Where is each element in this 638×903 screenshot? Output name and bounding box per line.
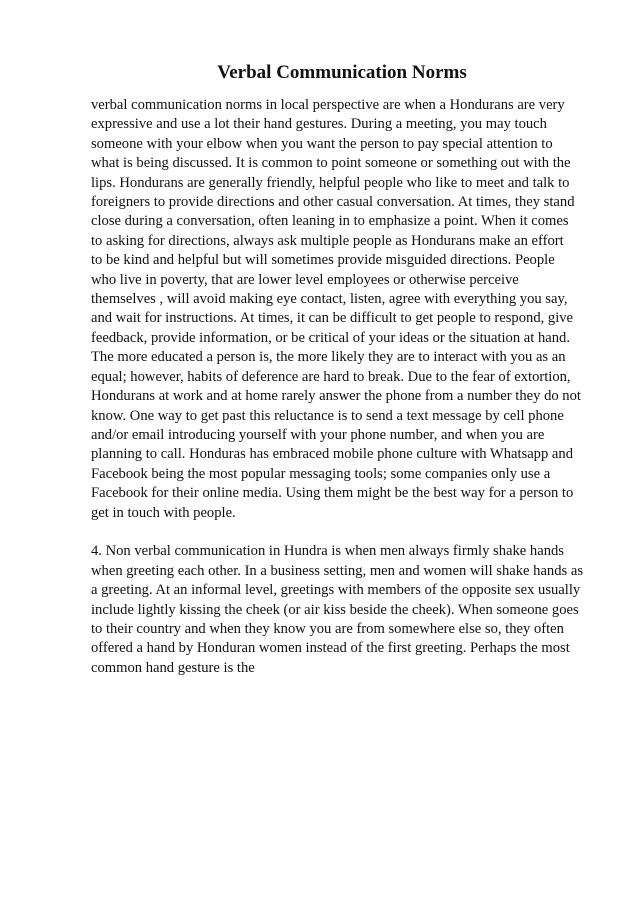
text-line: know. One way to get past this reluctance is to send a text message by cell phone — [91, 407, 564, 424]
paragraph-nonverbal-norms — [91, 542, 591, 678]
text-line: Facebook being the most popular messaging tools; some companies only use a — [91, 465, 551, 482]
text-line: Hondurans at work and at home rarely answer the phone from a number they do not — [91, 388, 581, 405]
text-line: Facebook for their online media. Using them might be the best way for a person to — [91, 485, 574, 502]
text-line: planning to call. Honduras has embraced mobile phone culture with Whatsapp and — [91, 446, 573, 463]
paragraph-verbal-norms — [91, 96, 591, 523]
text-line: when greeting each other. In a business setting, men and women will shake hands as — [91, 562, 584, 579]
text-line: equal; however, habits of deference are hard to break. Due to the fear of extortion, — [91, 368, 571, 385]
text-line: The more educated a person is, the more likely they are to interact with you as an — [91, 349, 566, 366]
document-title: Verbal Communication Norms — [217, 62, 467, 83]
text-line: lips. Hondurans are generally friendly, helpful people who like to meet and talk to — [91, 174, 570, 191]
text-line: verbal communication norms in local perspective are when a Hondurans are very — [91, 97, 565, 113]
text-line: and wait for instructions. At times, it can be difficult to get people to respond, give — [91, 310, 574, 327]
text-line: who live in poverty, that are lower level employees or otherwise perceive — [91, 271, 519, 288]
text-line: close during a conversation, often leaning in to emphasize a point. When it comes — [91, 213, 569, 230]
text-line: include lightly kissing the cheek (or air kiss beside the cheek). When someone goes — [91, 601, 579, 618]
text-line: offered a hand by Honduran women instead of the first greeting. Perhaps the most — [91, 640, 570, 657]
text-line: themselves , will avoid making eye contact, listen, agree with everything you say, — [91, 291, 568, 308]
text-line: feedback, provide information, or be critical of your ideas or the situation at hand. — [91, 329, 570, 346]
text-line: what is being discussed. It is common to point someone or something out with the — [91, 155, 571, 172]
text-line: a greeting. At an informal level, greetings with members of the opposite sex usually — [91, 582, 581, 599]
text-line: someone with your elbow when you want the person to pay special attention to — [91, 135, 553, 152]
text-line: get in touch with people. — [91, 504, 236, 521]
text-line: expressive and use a lot their hand gestures. During a meeting, you may touch — [91, 116, 547, 133]
text-line: 4. Non verbal communication in Hundra is when men always firmly shake hands — [91, 543, 564, 560]
text-line: foreigners to provide directions and other casual conversation. At times, they stand — [91, 194, 575, 211]
text-line: to be kind and helpful but will sometimes provide misguided directions. People — [91, 252, 555, 269]
text-line: to asking for directions, always ask multiple people as Hondurans make an effort — [91, 232, 564, 249]
paragraph-spacer — [91, 523, 591, 542]
text-line: to their country and when they know you are from somewhere else so, they often — [91, 620, 564, 637]
document-body — [91, 96, 591, 678]
text-line: common hand gesture is the — [91, 659, 255, 676]
text-line: and/or email introducing yourself with your phone number, and when you are — [91, 426, 545, 443]
